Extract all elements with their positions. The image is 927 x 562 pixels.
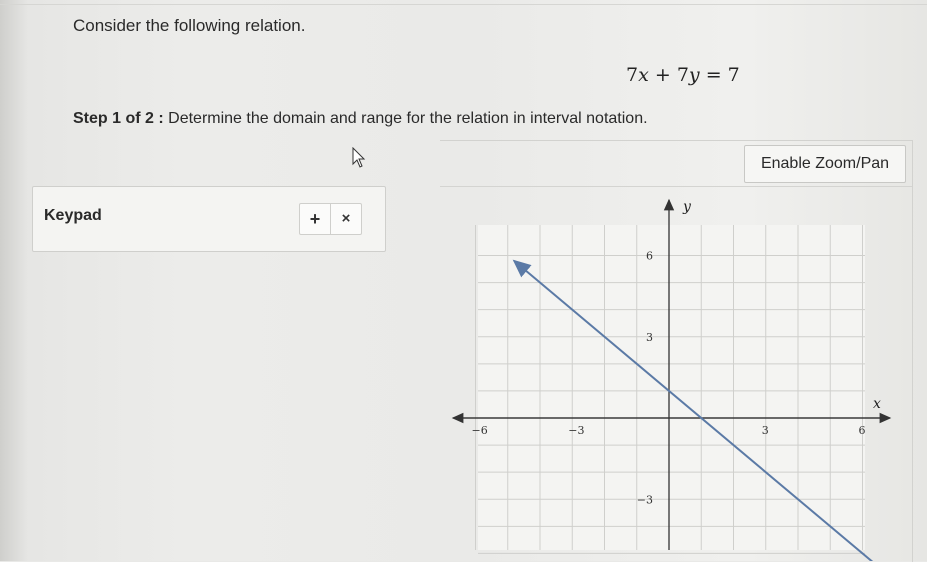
keypad-panel xyxy=(32,186,386,252)
x-tick-label: −3 xyxy=(568,424,585,437)
graph-panel-divider xyxy=(440,186,912,187)
var-x: x xyxy=(638,64,649,86)
step-prefix: Step 1 of 2 : xyxy=(73,110,164,127)
expand-keypad-button[interactable]: + xyxy=(299,203,331,235)
coordinate-graph[interactable] xyxy=(440,190,900,561)
question-prompt: Consider the following relation. xyxy=(73,16,306,35)
step-text: Determine the domain and range for the relation in interval notation. xyxy=(168,110,648,127)
coef-b: 7 xyxy=(676,64,689,86)
top-divider xyxy=(0,4,927,5)
keypad-label: Keypad xyxy=(44,207,102,224)
y-axis-label: y xyxy=(683,199,691,215)
step-instruction xyxy=(73,110,648,128)
y-tick-label: −3 xyxy=(636,493,653,507)
grid-background xyxy=(478,225,865,550)
var-y: y xyxy=(688,64,700,86)
x-axis-label: x xyxy=(873,396,881,412)
y-tick-label: 3 xyxy=(646,330,653,344)
close-keypad-button[interactable]: × xyxy=(330,203,362,235)
x-tick-label: 6 xyxy=(858,424,866,437)
coef-a: 7 xyxy=(626,64,639,86)
y-tick-label: 6 xyxy=(646,249,653,263)
enable-zoom-pan-button[interactable]: Enable Zoom/Pan xyxy=(744,145,906,183)
x-tick-label: −6 xyxy=(471,424,488,437)
arrow-pointer-icon xyxy=(352,147,366,169)
x-tick-label: 3 xyxy=(761,424,769,437)
equals-sign: = xyxy=(705,64,722,86)
plus-operator: + xyxy=(654,64,671,86)
relation-equation xyxy=(626,64,740,86)
rhs-value: 7 xyxy=(727,64,740,86)
